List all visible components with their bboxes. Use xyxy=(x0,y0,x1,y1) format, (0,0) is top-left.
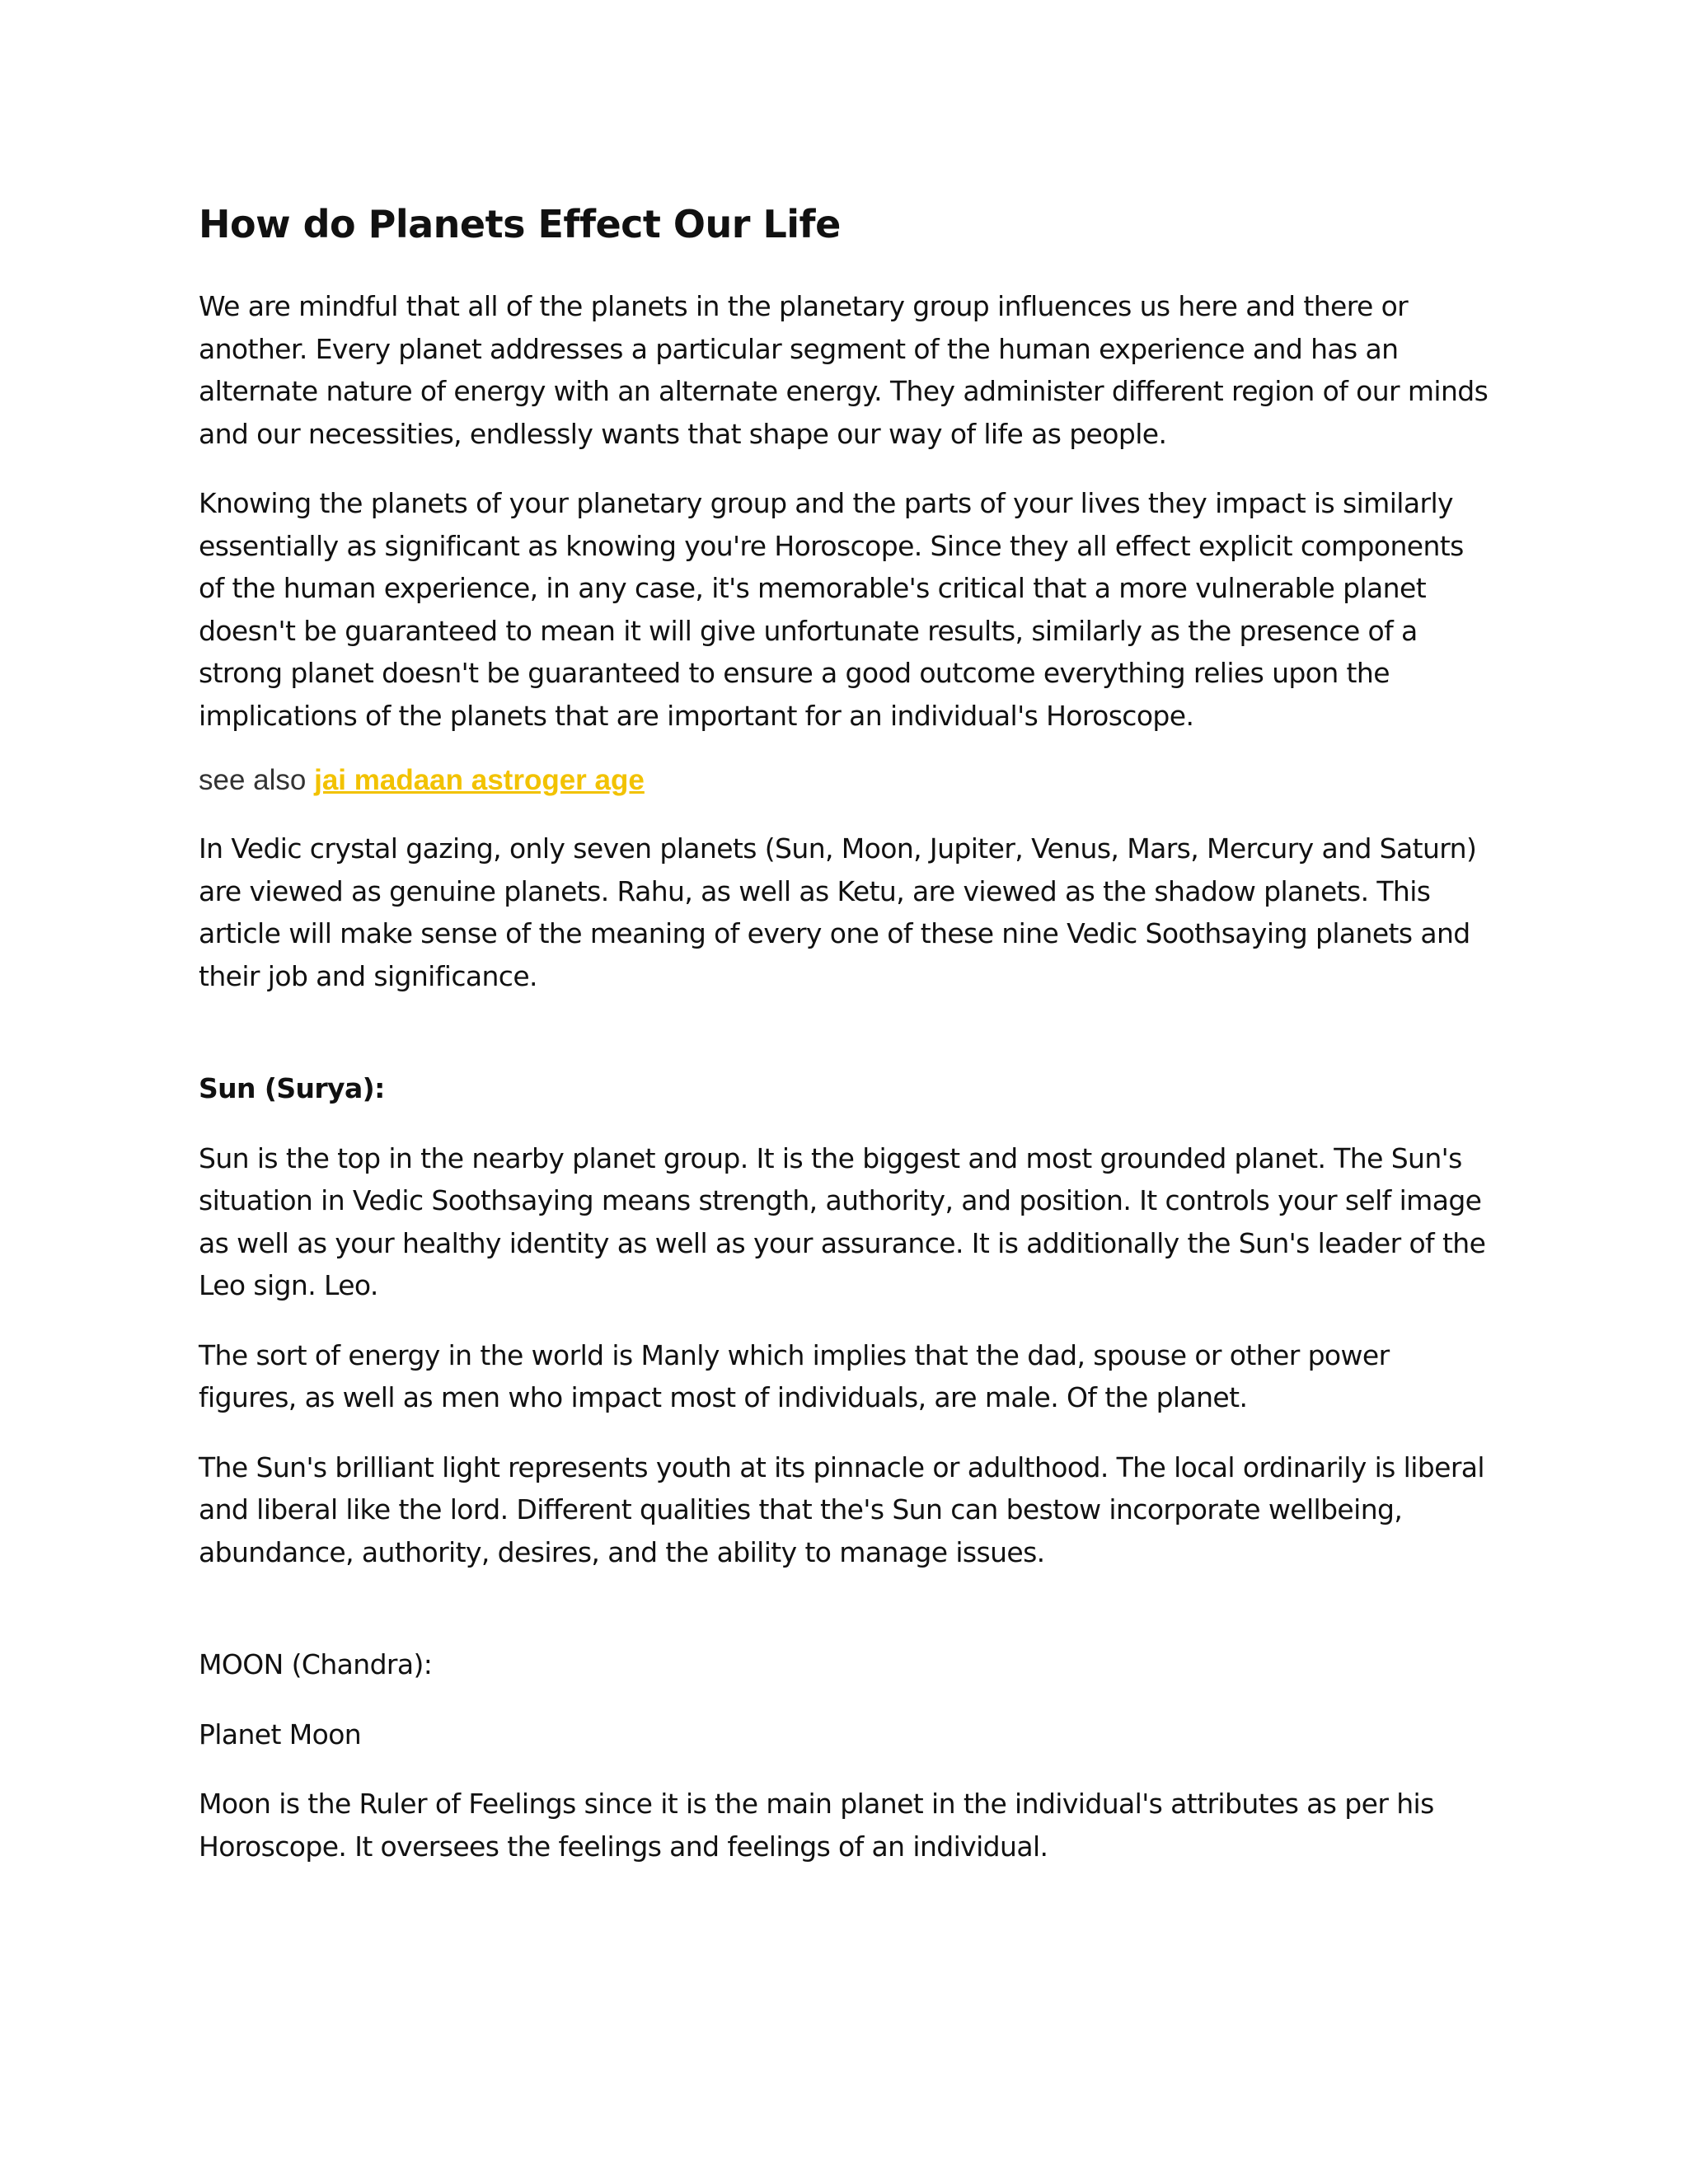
moon-subheading: Planet Moon xyxy=(199,1718,362,1750)
intro-paragraph-1: We are mindful that all of the planets in the planetary group influences us here and there or another. Every planet addresses a particular segment of the human experience and has an alternate nature of energy with an alternate energy. They administer different region of our minds and our necessities, endlessly wants that shape our way of life as people. xyxy=(199,290,1489,450)
sun-paragraph-1: Sun is the top in the nearby planet group. It is the biggest and most grounded planet. The Sun's situation in Vedic Soothsaying means strength, authority, and position. It controls your self image as well as your healthy identity as well as your assurance. It is additionally the Sun's leader of the Leo sign. Leo. xyxy=(199,1141,1486,1301)
intro-paragraph-2: Knowing the planets of your planetary group and the parts of your lives they impact is similarly essentially as significant as knowing you're Horoscope. Since they all effect explicit components of the human experience, in any case, it's memorable's critical that a more vulnerable planet doesn't be guaranteed to mean it will give unfortunate results, similarly as the presence of a strong planet doesn't be guaranteed to ensure a good outcome everything relies upon the implications of the planets that are important for an individual's Horoscope. xyxy=(199,487,1464,732)
moon-heading: MOON (Chandra): xyxy=(199,1648,433,1680)
sun-paragraph-2: The sort of energy in the world is Manly which implies that the dad, spouse or other power figures, as well as men who impact most of individuals, are male. Of the planet. xyxy=(199,1338,1390,1413)
sun-heading: Sun (Surya): xyxy=(199,1072,385,1104)
see-also-prefix: see also xyxy=(199,764,315,796)
sun-paragraph-3: The Sun's brilliant light represents youth at its pinnacle or adulthood. The local ordinarily is liberal and liberal like the lord. Different qualities that the's Sun can bestow incorporate wellbeing, abundance, authority, desires, and the ability to manage issues. xyxy=(199,1451,1484,1568)
moon-paragraph-1: Moon is the Ruler of Feelings since it is the main planet in the individual's attributes as per his Horoscope. It oversees the feelings and feelings of an individual. xyxy=(199,1788,1434,1863)
see-also-link[interactable]: jai madaan astroger age xyxy=(314,764,645,796)
page-title: How do Planets Effect Our Life xyxy=(199,202,841,246)
vedic-paragraph: In Vedic crystal gazing, only seven planets (Sun, Moon, Jupiter, Venus, Mars, Mercury and Saturn) are viewed as genuine planets. Rahu, as well as Ketu, are viewed as the shadow planets. This article will make sense of the meaning of every one of these nine Vedic Soothsaying planets and their job and significance. xyxy=(199,832,1477,992)
section-spacer xyxy=(199,1601,1493,1643)
section-spacer xyxy=(199,1024,1493,1067)
document-page xyxy=(199,199,1493,1895)
see-also-line xyxy=(199,761,1493,800)
